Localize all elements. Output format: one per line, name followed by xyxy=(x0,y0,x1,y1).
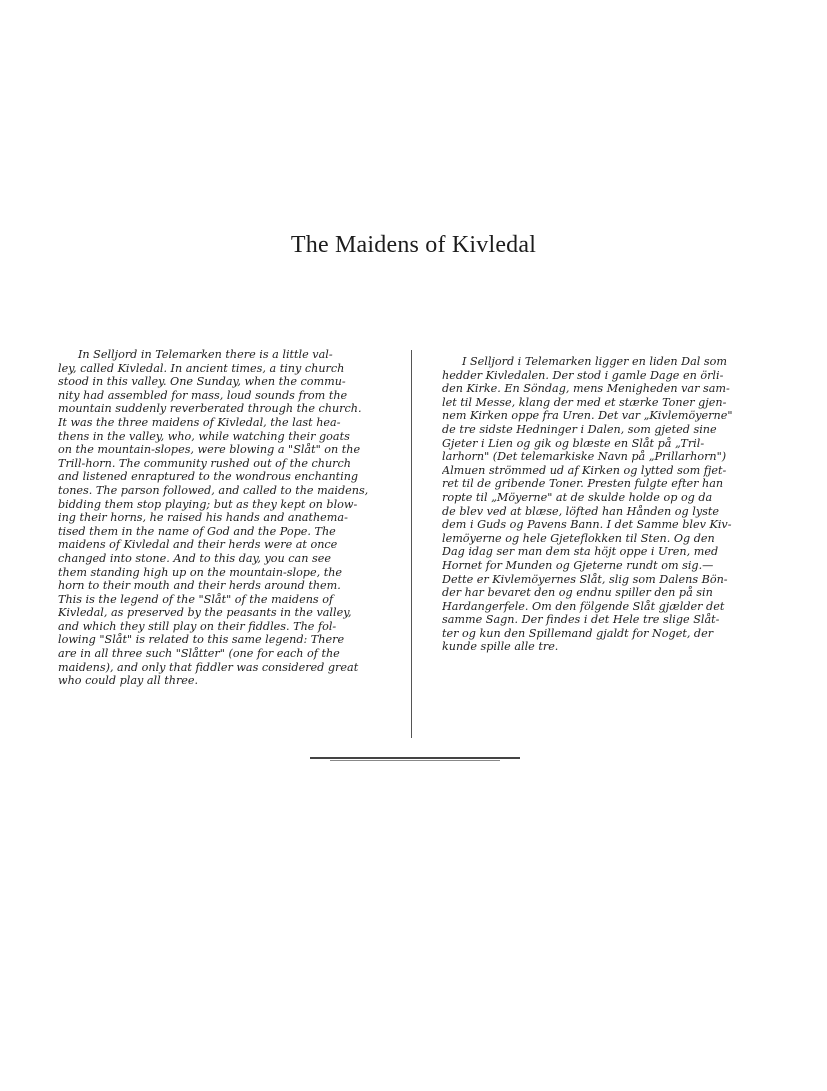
text-line: der har bevaret den og endnu spiller den på sin xyxy=(442,586,713,600)
text-line: ing their horns, he raised his hands and anathema- xyxy=(58,511,348,525)
text-line: who could play all three. xyxy=(58,674,199,688)
text-line: In Selljord in Telemarken there is a little val- xyxy=(78,348,333,361)
text-line: samme Sagn. Der findes i det Hele tre slige Slåt- xyxy=(442,613,720,627)
text-line: horn to their mouth and their herds around them. xyxy=(58,579,341,593)
text-line: mountain suddenly reverberated through the church. xyxy=(58,402,362,416)
page-title: The Maidens of Kivledal xyxy=(290,232,537,258)
english-text-column xyxy=(58,348,388,688)
text-line: maidens), and only that fiddler was considered great xyxy=(58,660,359,674)
text-line: ley, called Kivledal. In ancient times, a tiny church xyxy=(58,361,345,375)
text-line: Hornet for Munden og Gjeterne rundt om sig.— xyxy=(442,558,714,572)
text-line: changed into stone. And to this day, you can see xyxy=(58,551,331,565)
text-line: This is the legend of the "Slåt" of the maidens of xyxy=(58,592,334,606)
text-line: It was the three maidens of Kivledal, the last hea- xyxy=(58,415,341,429)
text-line: den Kirke. En Söndag, mens Menigheden var sam- xyxy=(442,382,730,396)
text-line: de tre sidste Hedninger i Dalen, som gjeted sine xyxy=(442,422,717,436)
text-line: nem Kirken oppe fra Uren. Det var „Kivlemöyerne" xyxy=(442,409,733,423)
text-line: stood in this valley. One Sunday, when the commu- xyxy=(58,375,346,389)
column-divider xyxy=(411,350,412,738)
norwegian-text-column xyxy=(442,355,772,654)
text-line: bidding them stop playing; but as they kept on blow- xyxy=(58,497,358,511)
text-line: Hardangerfele. Om den fölgende Slåt gjælder det xyxy=(442,599,725,613)
text-line: ter og kun den Spillemand gjaldt for Noget, der xyxy=(442,626,714,640)
text-line: Almuen strömmed ud af Kirken og lytted som fjet- xyxy=(442,463,727,477)
text-line: de blev ved at blæse, löfted han Hånden og lyste xyxy=(442,504,719,518)
text-line: thens in the valley, who, while watching their goats xyxy=(58,429,350,443)
text-line: maidens of Kivledal and their herds were at once xyxy=(58,538,338,552)
text-line: lemöyerne og hele Gjeteflokken til Sten. Og den xyxy=(442,531,715,545)
section-end-rule-shadow xyxy=(330,760,500,761)
text-line: nity had assembled for mass, loud sounds from the xyxy=(58,388,348,402)
text-line: Kivledal, as preserved by the peasants in the valley, xyxy=(58,606,352,620)
text-line: ropte til „Möyerne" at de skulde holde op og da xyxy=(442,490,713,504)
text-line: let til Messe, klang der med et stærke Toner gjen- xyxy=(442,395,727,409)
text-line: lowing "Slåt" is related to this same legend: There xyxy=(58,633,345,647)
text-line: them standing high up on the mountain-slope, the xyxy=(58,565,343,579)
text-line: on the mountain-slopes, were blowing a "Slåt" on the xyxy=(58,443,361,457)
text-line: I Selljord i Telemarken ligger en liden Dal som xyxy=(462,355,727,368)
text-line: tised them in the name of God and the Pope. The xyxy=(58,524,336,538)
text-line: and listened enraptured to the wondrous enchanting xyxy=(58,470,359,484)
text-line: tones. The parson followed, and called to the maidens, xyxy=(58,483,369,497)
text-line: ret til de gribende Toner. Presten fulgte efter han xyxy=(442,477,724,491)
text-line: larhorn" (Det telemarkiske Navn på „Prillarhorn") xyxy=(442,450,727,464)
section-end-rule xyxy=(310,757,520,759)
text-line: hedder Kivledalen. Der stod i gamle Dage en örli- xyxy=(442,368,724,382)
text-line: Dag idag ser man dem sta höjt oppe i Uren, med xyxy=(442,545,719,559)
text-line: dem i Guds og Pavens Bann. I det Samme blev Kiv- xyxy=(442,518,732,532)
text-line: Trill-horn. The community rushed out of the church xyxy=(58,456,351,470)
text-line: kunde spille alle tre. xyxy=(442,640,559,654)
text-line: and which they still play on their fiddles. The fol- xyxy=(58,619,337,633)
text-line: are in all three such "Slåtter" (one for each of the xyxy=(58,647,340,661)
text-line: Gjeter i Lien og gik og blæste en Slåt på „Tril- xyxy=(442,436,705,450)
text-line: Dette er Kivlemöyernes Slåt, slig som Dalens Bön- xyxy=(442,572,728,586)
